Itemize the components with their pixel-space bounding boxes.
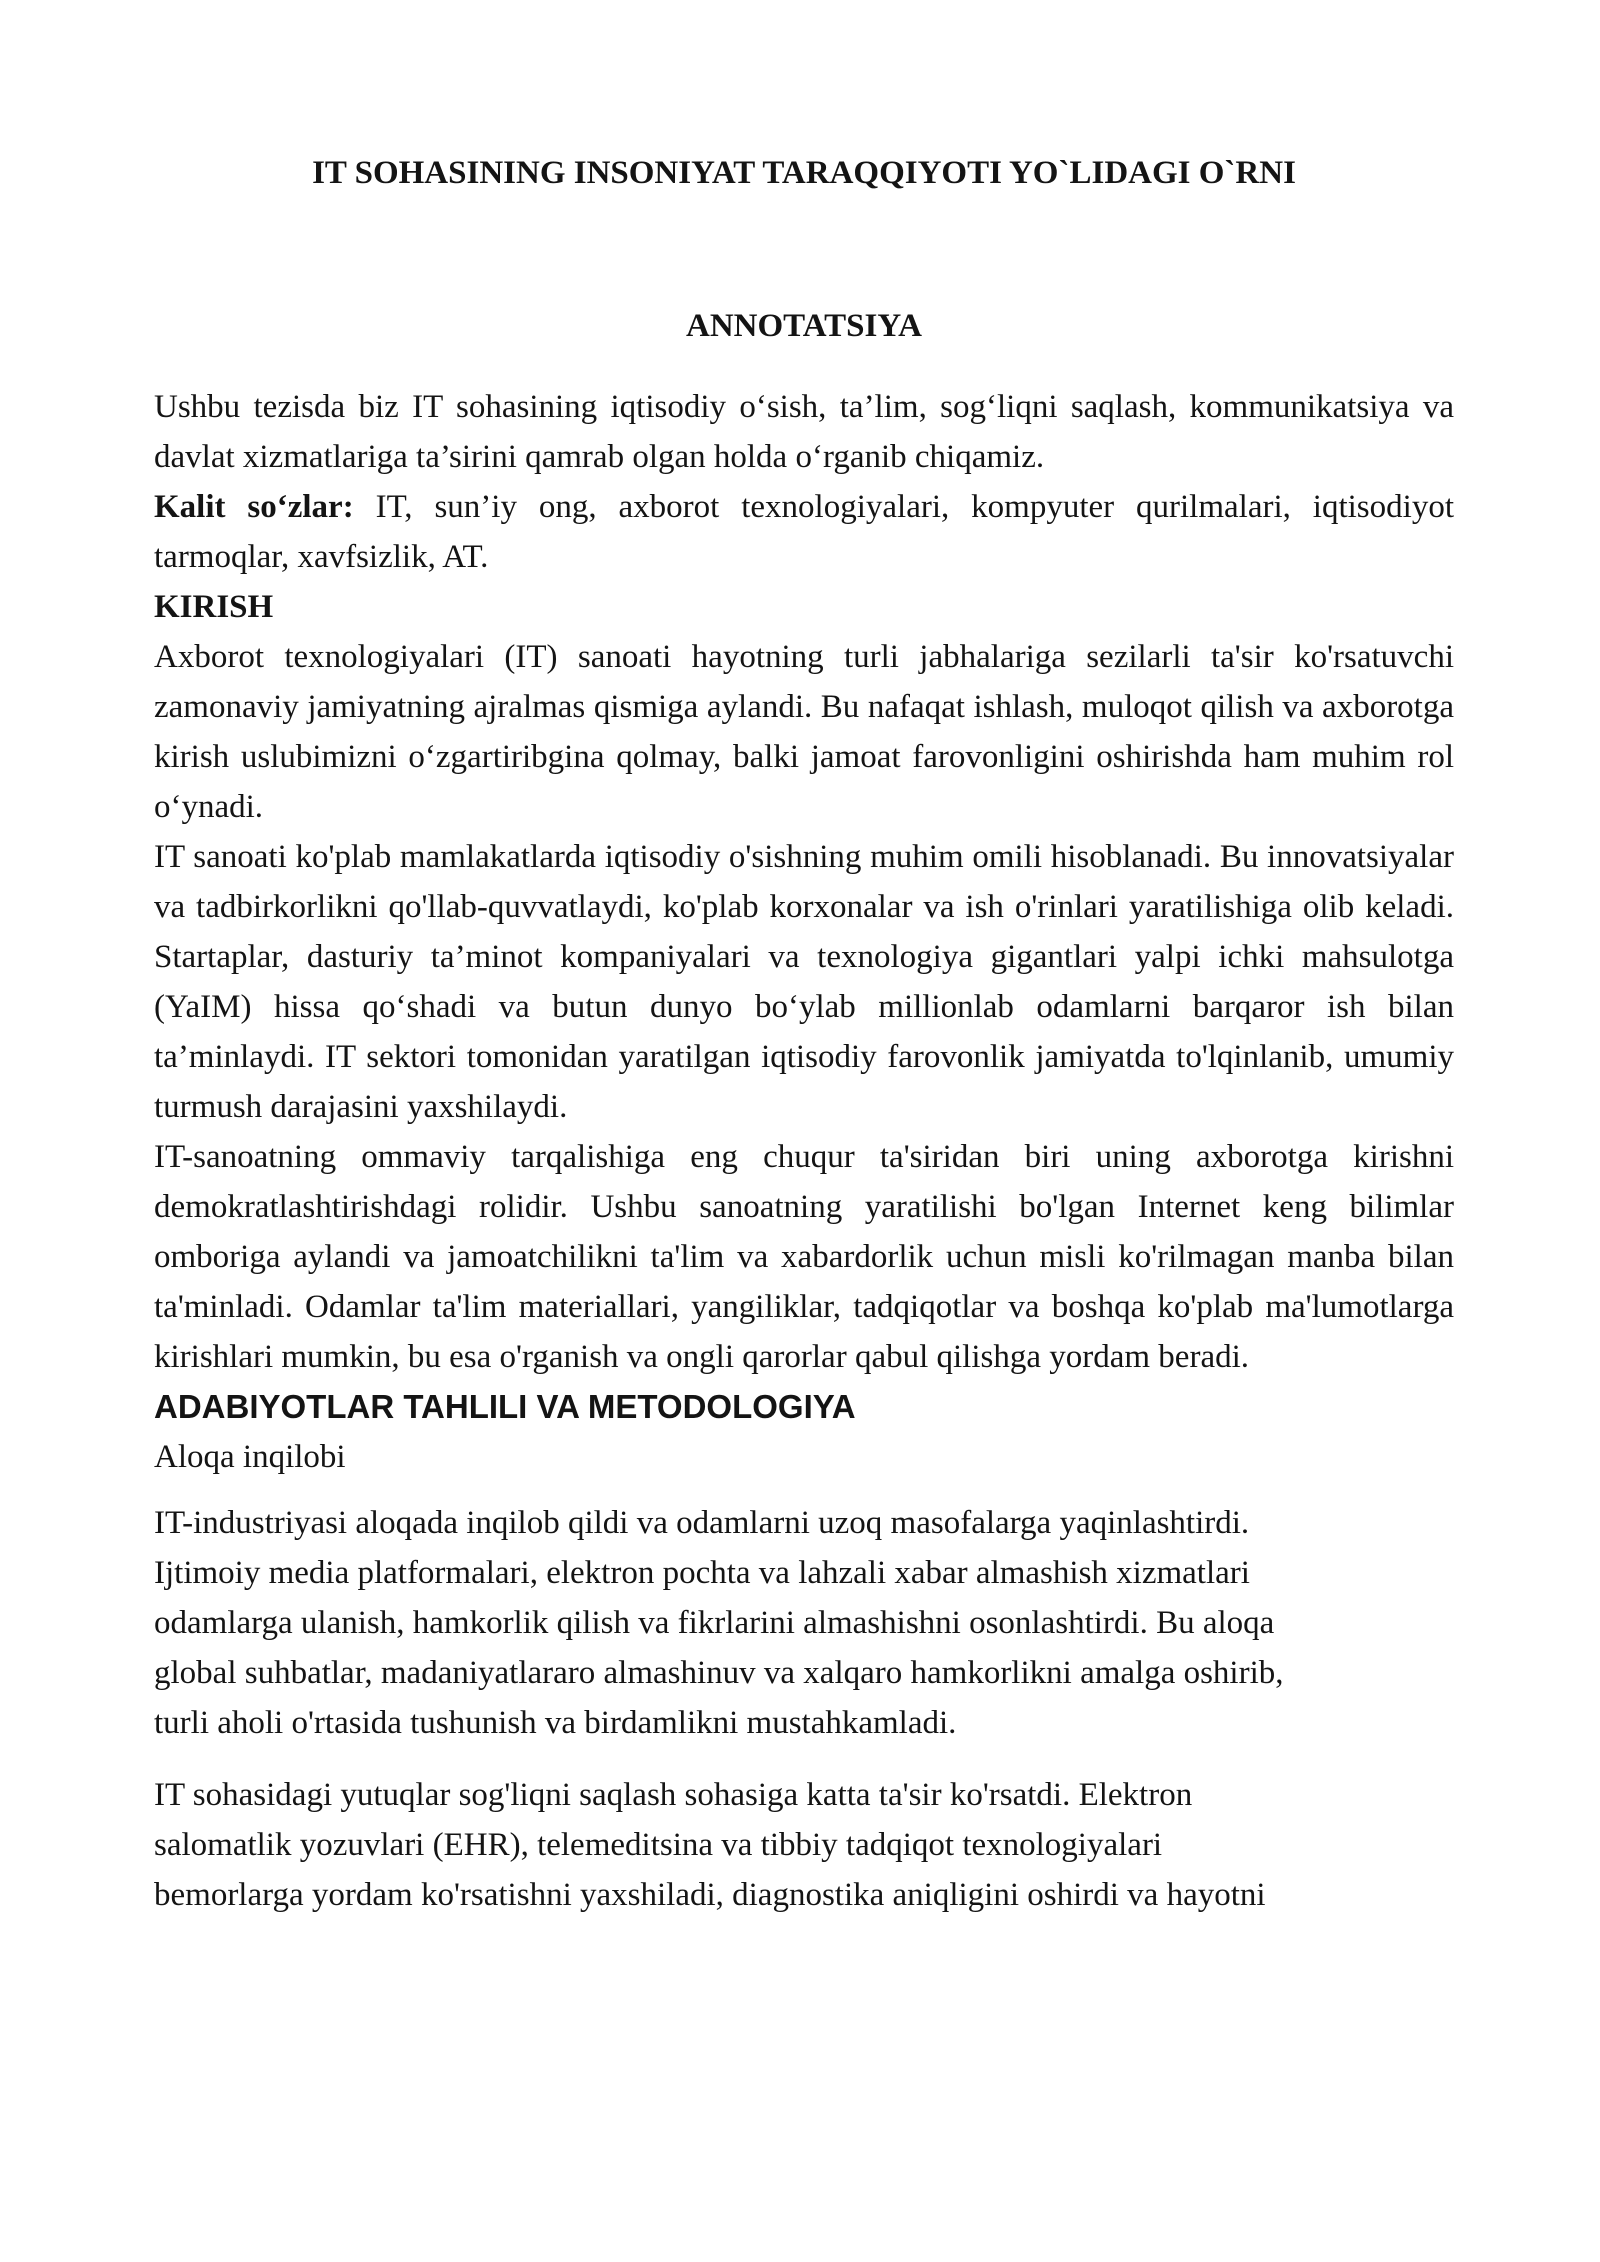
paragraph-line: IT sohasidagi yutuqlar sog'liqni saqlash sohasiga katta ta'sir ko'rsatdi. Elektron bbox=[154, 1777, 1193, 1813]
literature-paragraph bbox=[154, 1770, 1454, 1920]
paragraph-line: bemorlarga yordam ko'rsatishni yaxshiladi, diagnostika aniqligini oshirdi va hayotni bbox=[154, 1877, 1266, 1913]
paragraph-line: Ijtimoiy media platformalari, elektron pochta va lahzali xabar almashish xizmatlari bbox=[154, 1555, 1250, 1591]
paragraph-line: salomatlik yozuvlari (EHR), telemeditsina va tibbiy tadqiqot texnologiyalari bbox=[154, 1827, 1163, 1863]
introduction-paragraph: IT-sanoatning ommaviy tarqalishiga eng chuqur ta'siridan biri uning axborotga kirishni demokratlashtirishdagi rolidir. Ushbu sanoatning yaratilishi bo'lgan Internet keng bilimlar omboriga aylandi va jamoatchilikni ta'lim va xabardorlik uchun misli ko'rilmagan manba bilan ta'minladi. Odamlar ta'lim materiallari, yangiliklar, tadqiqotlar va boshqa ko'plab ma'lumotlarga kirishlari mumkin, bu esa o'rganish va ongli qarorlar qabul qilishga yordam beradi. bbox=[154, 1139, 1454, 1375]
paragraph-line: IT-industriyasi aloqada inqilob qildi va odamlarni uzoq masofalarga yaqinlashtirdi. bbox=[154, 1505, 1250, 1541]
annotation-text: Ushbu tezisda biz IT sohasining iqtisodiy o‘sish, ta’lim, sog‘liqni saqlash, kommunikatsiya va davlat xizmatlariga ta’sirini qamrab olgan holda o‘rganib chiqamiz. bbox=[154, 389, 1454, 475]
introduction-heading: KIRISH bbox=[154, 589, 274, 625]
keywords-text: IT, sun’iy ong, axborot texnologiyalari, kompyuter qurilmalari, iqtisodiyot tarmoqlar, xavfsizlik, AT. bbox=[154, 489, 1454, 575]
introduction-paragraph: Axborot texnologiyalari (IT) sanoati hayotning turli jabhalariga sezilarli ta'sir ko'rsatuvchi zamonaviy jamiyatning ajralmas qismiga aylandi. Bu nafaqat ishlash, muloqot qilish va axborotga kirish uslubimizni o‘zgartiribgina qolmay, balki jamoat farovonligini oshirishda ham muhim rol o‘ynadi. bbox=[154, 639, 1454, 825]
literature-subheading: Aloqa inqilobi bbox=[154, 1439, 346, 1475]
document-content bbox=[154, 148, 1454, 1920]
literature-paragraph bbox=[154, 1498, 1454, 1748]
paragraph-line: odamlarga ulanish, hamkorlik qilish va fikrlarini almashishni osonlashtirdi. Bu aloqa bbox=[154, 1605, 1275, 1641]
keywords-paragraph bbox=[154, 482, 1454, 582]
paragraph-line: global suhbatlar, madaniyatlararo almashinuv va xalqaro hamkorlikni amalga oshirib, bbox=[154, 1655, 1284, 1691]
literature-heading: ADABIYOTLAR TAHLILI VA METODOLOGIYA bbox=[154, 1388, 856, 1425]
annotation-heading: ANNOTATSIYA bbox=[686, 308, 922, 344]
keywords-label: Kalit so‘zlar: bbox=[154, 489, 354, 525]
introduction-paragraph: IT sanoati ko'plab mamlakatlarda iqtisodiy o'sishning muhim omili hisoblanadi. Bu innovatsiyalar va tadbirkorlikni qo'llab-quvvatlaydi, ko'plab korxonalar va ish o'rinlari yaratilishiga olib keladi. Startaplar, dasturiy ta’minot kompaniyalari va texnologiya gigantlari yalpi ichki mahsulotga (YaIM) hissa qo‘shadi va butun dunyo bo‘ylab millionlab odamlarni barqaror ish bilan ta’minlaydi. IT sektori tomonidan yaratilgan iqtisodiy farovonlik jamiyatda to'lqinlanib, umumiy turmush darajasini yaxshilaydi. bbox=[154, 839, 1454, 1125]
document-title: IT SOHASINING INSONIYAT TARAQQIYOTI YO`LIDAGI O`RNI bbox=[312, 155, 1296, 191]
paragraph-line: turli aholi o'rtasida tushunish va birdamlikni mustahkamladi. bbox=[154, 1705, 957, 1741]
